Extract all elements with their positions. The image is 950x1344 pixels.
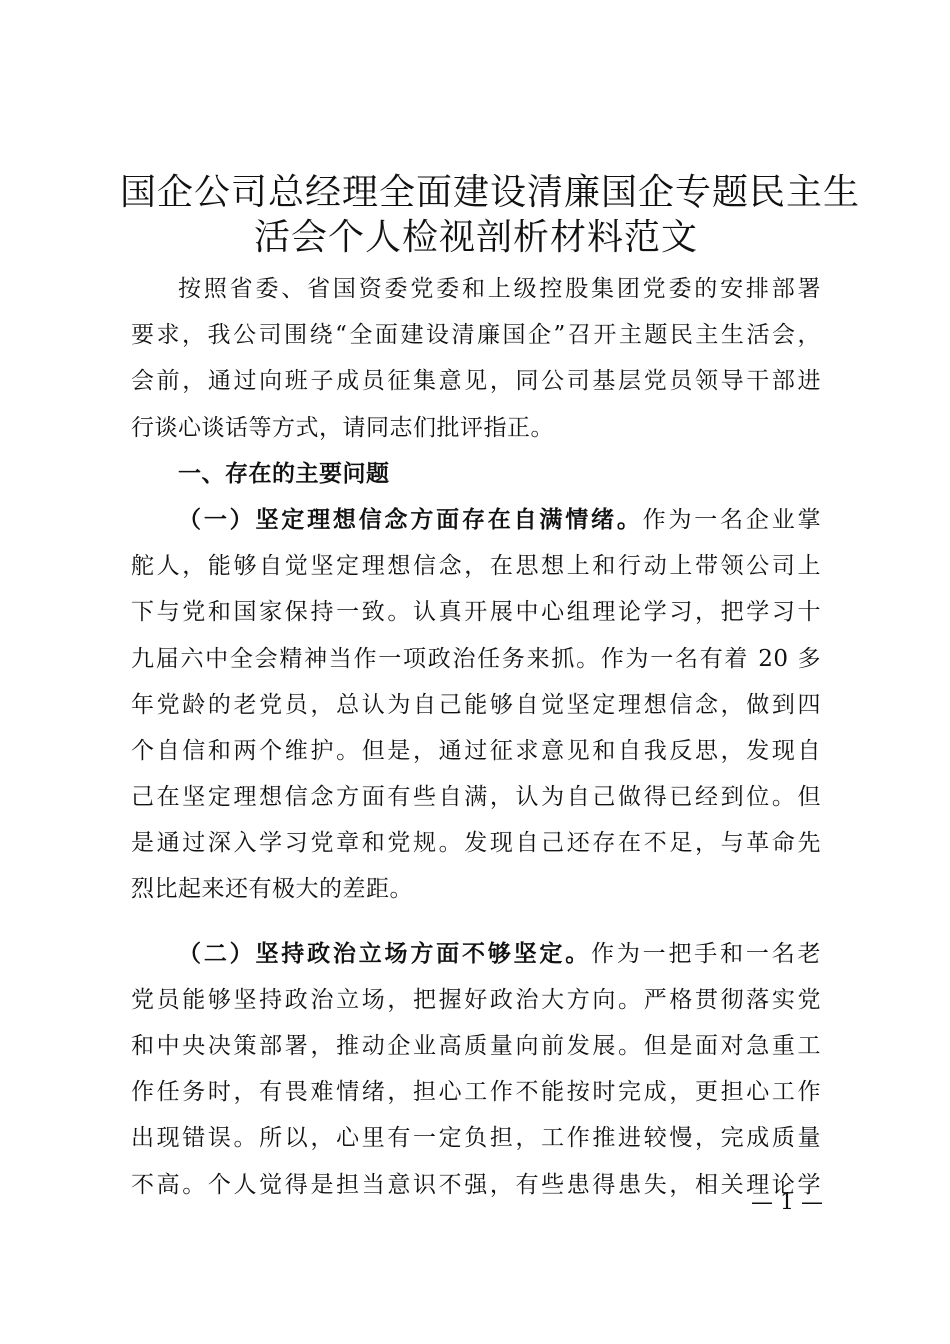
- item-2-first-line: [131, 931, 821, 977]
- item-1-line: 下与党和国家保持一致。认真开展中心组理论学习，把学习十: [131, 599, 821, 626]
- item-1-paragraph: [131, 497, 821, 913]
- intro-paragraph: [131, 266, 821, 451]
- item-1-line: 己在坚定理想信念方面有些自满，认为自己做得已经到位。但: [131, 784, 821, 811]
- document-title-line-1: 国企公司总经理全面建设清廉国企专题民主生: [120, 172, 861, 213]
- intro-line: 要求，我公司围绕“全面建设清廉国企”召开主题民主生活会，: [131, 322, 821, 349]
- item-2-line: 作任务时，有畏难情绪，担心工作不能按时完成，更担心工作: [131, 1079, 821, 1106]
- document-title-line-2: 活会个人检视剖析材料范文: [253, 217, 698, 258]
- item-2-paragraph: [131, 931, 821, 1208]
- item-1-line: 舵人，能够自觉坚定理想信念，在思想上和行动上带领公司上: [131, 553, 821, 580]
- intro-line: 按照省委、省国资委党委和上级控股集团党委的安排部署: [178, 276, 821, 302]
- item-2-line: 出现错误。所以，心里有一定负担，工作推进较慢，完成质量: [131, 1125, 821, 1152]
- section-heading: 一、存在的主要问题: [178, 460, 390, 487]
- item-1-lead: （一）坚定理想信念方面存在自满情绪。: [178, 505, 643, 533]
- intro-line: 行谈心谈话等方式，请同志们批评指正。: [131, 414, 554, 441]
- document-body: [131, 266, 821, 1208]
- item-1-line: 个自信和两个维护。但是，通过征求意见和自我反思，发现自: [131, 737, 821, 764]
- item-2-line: 和中央决策部署，推动企业高质量向前发展。但是面对急重工: [131, 1033, 821, 1059]
- item-1-first-rest: 作为一名企业掌: [642, 506, 821, 533]
- item-2-line: 党员能够坚持政治立场，把握好政治大方向。严格贯彻落实党: [131, 986, 821, 1013]
- item-1-line: 九届六中全会精神当作一项政治任务来抓。作为一名有着 20 多: [131, 645, 821, 672]
- item-1-line: 年党龄的老党员，总认为自己能够自觉坚定理想信念，做到四: [131, 691, 821, 718]
- item-2-line: 不高。个人觉得是担当意识不强，有些患得患失，相关理论学: [131, 1171, 821, 1198]
- item-2-first-rest: 作为一把手和一名老: [591, 940, 821, 967]
- item-1-first-line: [131, 497, 821, 543]
- item-1-line: 是通过深入学习党章和党规。发现自己还存在不足，与革命先: [131, 830, 821, 857]
- page-number: — 1 —: [751, 1190, 823, 1215]
- item-1-line: 烈比起来还有极大的差距。: [131, 876, 413, 903]
- paragraph-gap: [131, 913, 821, 931]
- intro-line: 会前，通过向班子成员征集意见，同公司基层党员领导干部进: [131, 368, 821, 395]
- item-2-lead: （二）坚持政治立场方面不够坚定。: [178, 939, 591, 967]
